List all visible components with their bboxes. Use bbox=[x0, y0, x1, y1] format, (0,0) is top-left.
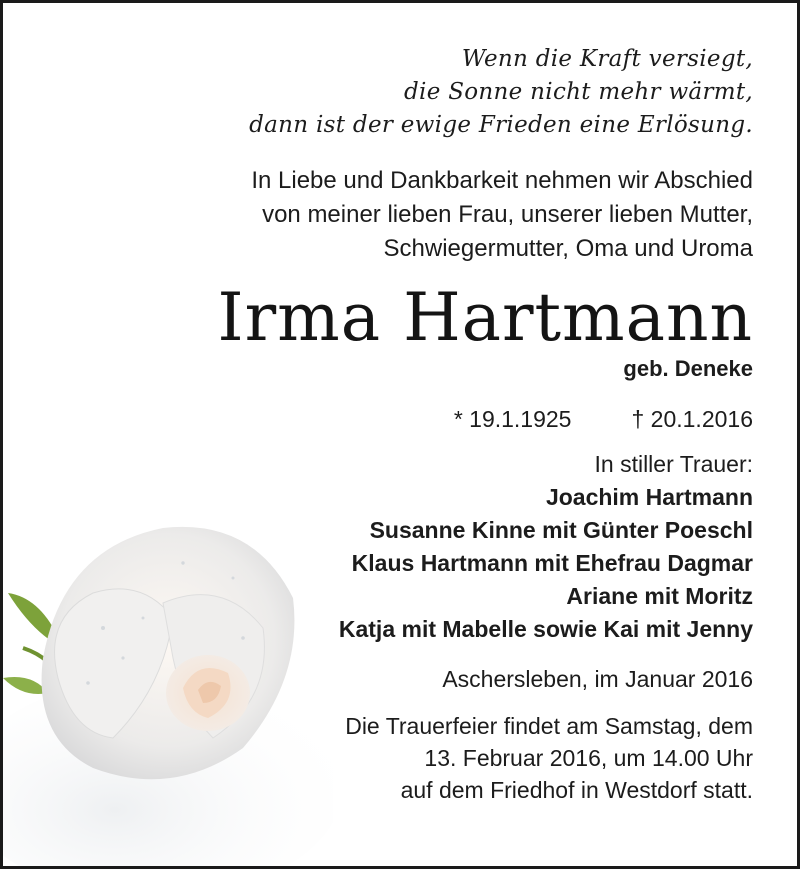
mourner-name: Ariane mit Moritz bbox=[566, 583, 753, 609]
funeral-line: Die Trauerfeier findet am Samstag, dem bbox=[345, 713, 753, 739]
mourners bbox=[53, 448, 753, 646]
intro-line: von meiner lieben Frau, unserer lieben Mutter, bbox=[262, 201, 753, 228]
birth-date: * 19.1.1925 bbox=[453, 406, 572, 432]
deceased-name: Irma Hartmann bbox=[217, 279, 753, 356]
maiden-name: geb. Deneke bbox=[623, 356, 753, 381]
funeral-info bbox=[53, 710, 753, 806]
intro-line: Schwiegermutter, Oma und Uroma bbox=[383, 235, 753, 262]
mourner-name: Katja mit Mabelle sowie Kai mit Jenny bbox=[338, 616, 753, 642]
mourner-name: Joachim Hartmann bbox=[545, 484, 753, 510]
funeral-line: auf dem Friedhof in Westdorf statt. bbox=[400, 777, 753, 803]
mourners-heading: In stiller Trauer: bbox=[594, 451, 753, 477]
farewell-intro bbox=[53, 164, 753, 266]
funeral-line: 13. Februar 2016, um 14.00 Uhr bbox=[424, 745, 753, 771]
mourner-name: Susanne Kinne mit Günter Poeschl bbox=[369, 517, 753, 543]
place-date: Aschersleben, im Januar 2016 bbox=[442, 666, 753, 692]
poem-line: die Sonne nicht mehr wärmt, bbox=[404, 79, 753, 105]
mourner-name: Klaus Hartmann mit Ehefrau Dagmar bbox=[351, 550, 753, 576]
poem bbox=[53, 43, 753, 142]
poem-line: dann ist der ewige Frieden eine Erlösung. bbox=[249, 112, 753, 138]
death-date: † 20.1.2016 bbox=[631, 406, 753, 432]
obituary-text bbox=[53, 43, 753, 806]
life-dates bbox=[53, 404, 753, 434]
intro-line: In Liebe und Dankbarkeit nehmen wir Abschied bbox=[251, 167, 753, 194]
poem-line: Wenn die Kraft versiegt, bbox=[461, 46, 753, 72]
